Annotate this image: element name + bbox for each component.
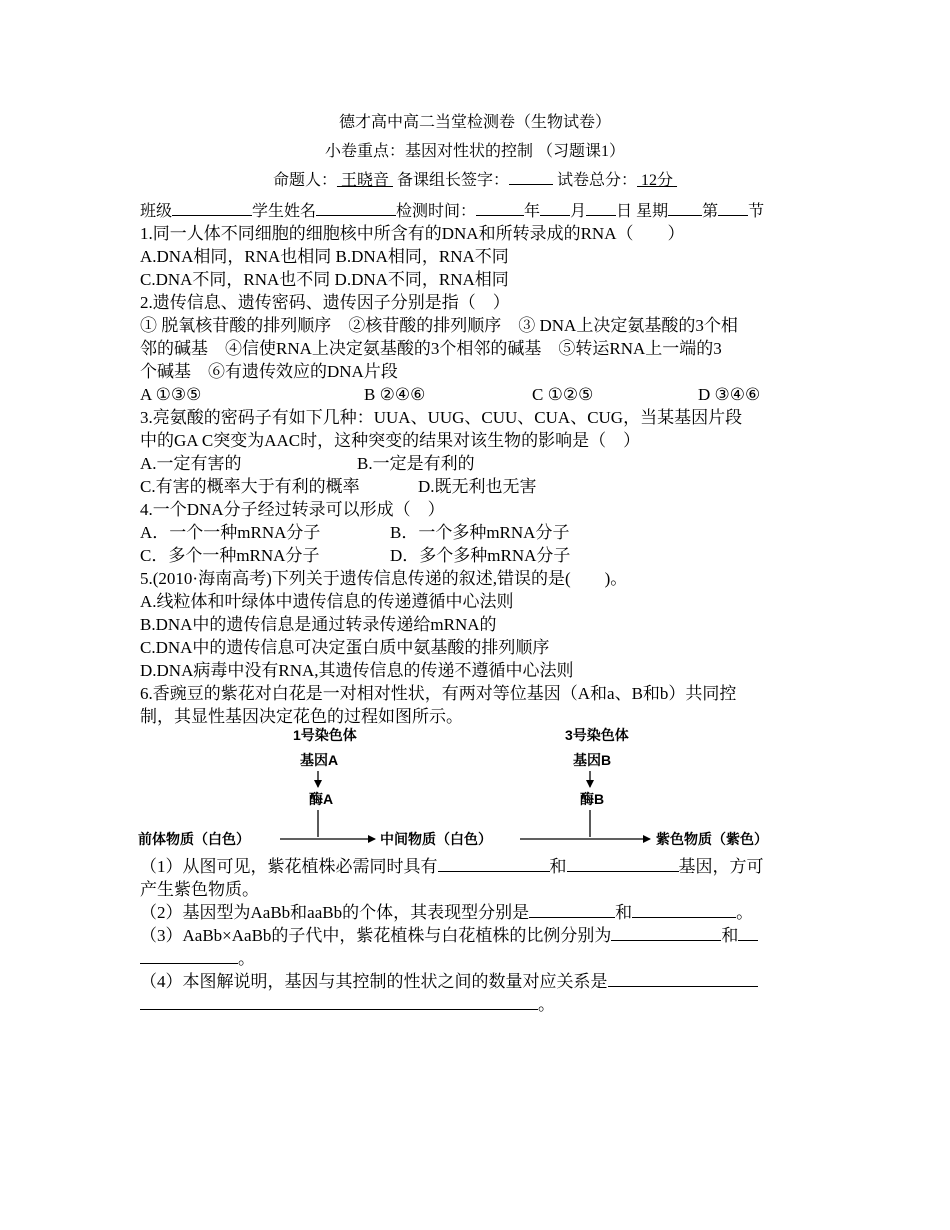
q3-line-1: 3.亮氨酸的密码子有如下几种：UUA、UUG、CUU、CUA、CUG，当某基因片段 [140,408,743,427]
q2-option-d: D ③④⑥ [698,385,761,404]
author-label: 命题人： [272,172,337,189]
score-label: 试卷总分： [557,172,638,189]
q4-option-d: D．多个多种mRNA分子 [390,546,571,565]
q6-part1-text: （1）从图可见，紫花植株必需同时具有 [140,857,438,876]
q6-part2-and: 和 [615,903,633,922]
name-blank[interactable] [316,201,396,216]
purple-substance-label: 紫色物质（紫色） [656,831,768,847]
q6-part2-line [140,902,753,924]
q1-options-ab: A.DNA相同，RNA也相同 B.DNA相同，RNA不同 [140,247,509,266]
q6-part1-blank-1[interactable] [438,857,550,872]
month-label: 月 [570,203,587,220]
q6-part4-text: （4）本图解说明，基因与其控制的性状之间的数量对应关系是 [140,972,608,991]
q4-stem: 4.一个DNA分子经过转录可以形成（ ） [140,500,445,519]
q6-part1-cont: 产生紫色物质。 [140,880,259,899]
q2-option-a: A ①③⑤ [140,385,202,404]
exam-focus: 小卷重点：基因对性状的控制 （习题课1） [324,143,625,160]
q6-part3-line [140,925,758,947]
q2-line-1: ① 脱氧核苷酸的排列顺序 ②核苷酸的排列顺序 ③ DNA上决定氨基酸的3个相 [140,316,738,335]
day-blank[interactable] [586,201,616,216]
signer-label: 备课组长签字： [396,172,509,189]
q3-line-2: 中的GA C突变为AAC时，这种突变的结果对该生物的影响是（ ） [140,431,641,450]
q5-stem: 5.(2010·海南高考)下列关于遗传信息传递的叙述,错误的是( )。 [140,569,628,588]
q5-option-d: D.DNA病毒中没有RNA,其遗传信息的传递不遵循中心法则 [140,661,574,680]
q6-line-1: 6.香豌豆的紫花对白花是一对相对性状，有两对等位基因（A和a、B和b）共同控 [140,684,737,703]
chromosome-1-label: 1号染色体 [293,727,357,743]
q5-option-a: A.线粒体和叶绿体中遗传信息的传递遵循中心法则 [140,592,514,611]
enzyme-a-label: 酶A [309,791,334,807]
month-blank[interactable] [540,201,570,216]
weekday-blank[interactable] [668,201,702,216]
q6-part4-blank-2[interactable] [140,995,538,1010]
q2-option-b: B ②④⑥ [364,385,426,404]
author-line [0,170,950,192]
exam-title: 德才高中高二当堂检测卷（生物试卷） [338,114,611,131]
q6-part3-blank-2a[interactable] [738,926,758,941]
q6-part1-line [140,856,764,878]
year-label: 年 [524,203,541,220]
q6-part3-text: （3）AaBb×AaBb的子代中，紫花植株与白花植株的比例分别为 [140,926,612,945]
q2-line-2: 邻的碱基 ④信使RNA上决定氨基酸的3个相邻的碱基 ⑤转运RNA上一端的3 [140,339,722,358]
q3-option-d: D.既无利也无害 [418,477,537,496]
q2-line-3: 个碱基 ⑥有遗传效应的DNA片段 [140,362,398,381]
q4-option-b: B．一个多种mRNA分子 [390,523,570,542]
gene-a-label: 基因A [300,752,339,768]
name-label: 学生姓名 [252,203,317,220]
chromosome-3-label: 3号染色体 [565,727,629,743]
q2-stem: 2.遗传信息、遗传密码、遗传因子分别是指（ ） [140,293,510,312]
q6-part4-end: 。 [538,995,555,1014]
period-label: 节 [748,203,765,220]
author-name: 王晓音 [340,172,389,189]
class-label: 班级 [140,203,173,220]
q1-stem: 1.同一人体不同细胞的细胞核中所含有的DNA和所转录成的RNA（ ） [140,224,685,243]
time-label: 检测时间： [396,203,477,220]
q6-part1-and: 和 [549,857,567,876]
q4-option-a: A．一个一种mRNA分子 [140,523,321,542]
flower-color-pathway-diagram [130,724,810,854]
precursor-label: 前体物质（白色） [138,831,250,847]
q3-option-b: B.一定是有利的 [357,454,475,473]
q6-part2-blank-1[interactable] [529,903,615,918]
q4-option-c: C．多个一种mRNA分子 [140,546,320,565]
q6-part1-blank-2[interactable] [567,857,679,872]
q2-option-c: C ①②⑤ [532,385,594,404]
q6-part4-line [140,971,758,993]
q6-part4-cont [140,994,555,1016]
q6-part2-end: 。 [736,903,754,922]
period-blank[interactable] [718,201,748,216]
q6-part3-blank-1[interactable] [611,926,721,941]
q6-part3-and: 和 [721,926,739,945]
q6-part2-text: （2）基因型为AaBb和aaBb的个体，其表现型分别是 [140,903,530,922]
q3-option-a: A.一定有害的 [140,454,242,473]
gene-b-label: 基因B [573,752,612,768]
weekday-label: 星期 [636,203,669,220]
q6-part3-blank-2b[interactable] [140,949,238,964]
q3-option-c: C.有害的概率大于有利的概率 [140,477,360,496]
signer-blank[interactable] [509,170,553,185]
q6-line-2: 制，其显性基因决定花色的过程如图所示。 [140,707,463,726]
q6-part3-cont [140,948,255,970]
q1-options-cd: C.DNA不同，RNA也不同 D.DNA不同，RNA相同 [140,270,509,289]
nth-label: 第 [702,203,719,220]
year-blank[interactable] [476,201,524,216]
intermediate-label: 中间物质（白色） [380,831,492,847]
class-blank[interactable] [172,201,252,216]
q5-option-c: C.DNA中的遗传信息可决定蛋白质中氨基酸的排列顺序 [140,638,550,657]
enzyme-b-label: 酶B [580,791,605,807]
q6-part3-end: 。 [238,949,255,968]
q6-part2-blank-2[interactable] [632,903,736,918]
student-info-line [140,201,764,223]
q6-part1-text-end: 基因，方可 [678,857,764,876]
q5-option-b: B.DNA中的遗传信息是通过转录传递给mRNA的 [140,615,497,634]
q6-part4-blank-1[interactable] [608,972,758,987]
day-label: 日 [616,203,633,220]
score-value: 12分 [641,172,674,189]
